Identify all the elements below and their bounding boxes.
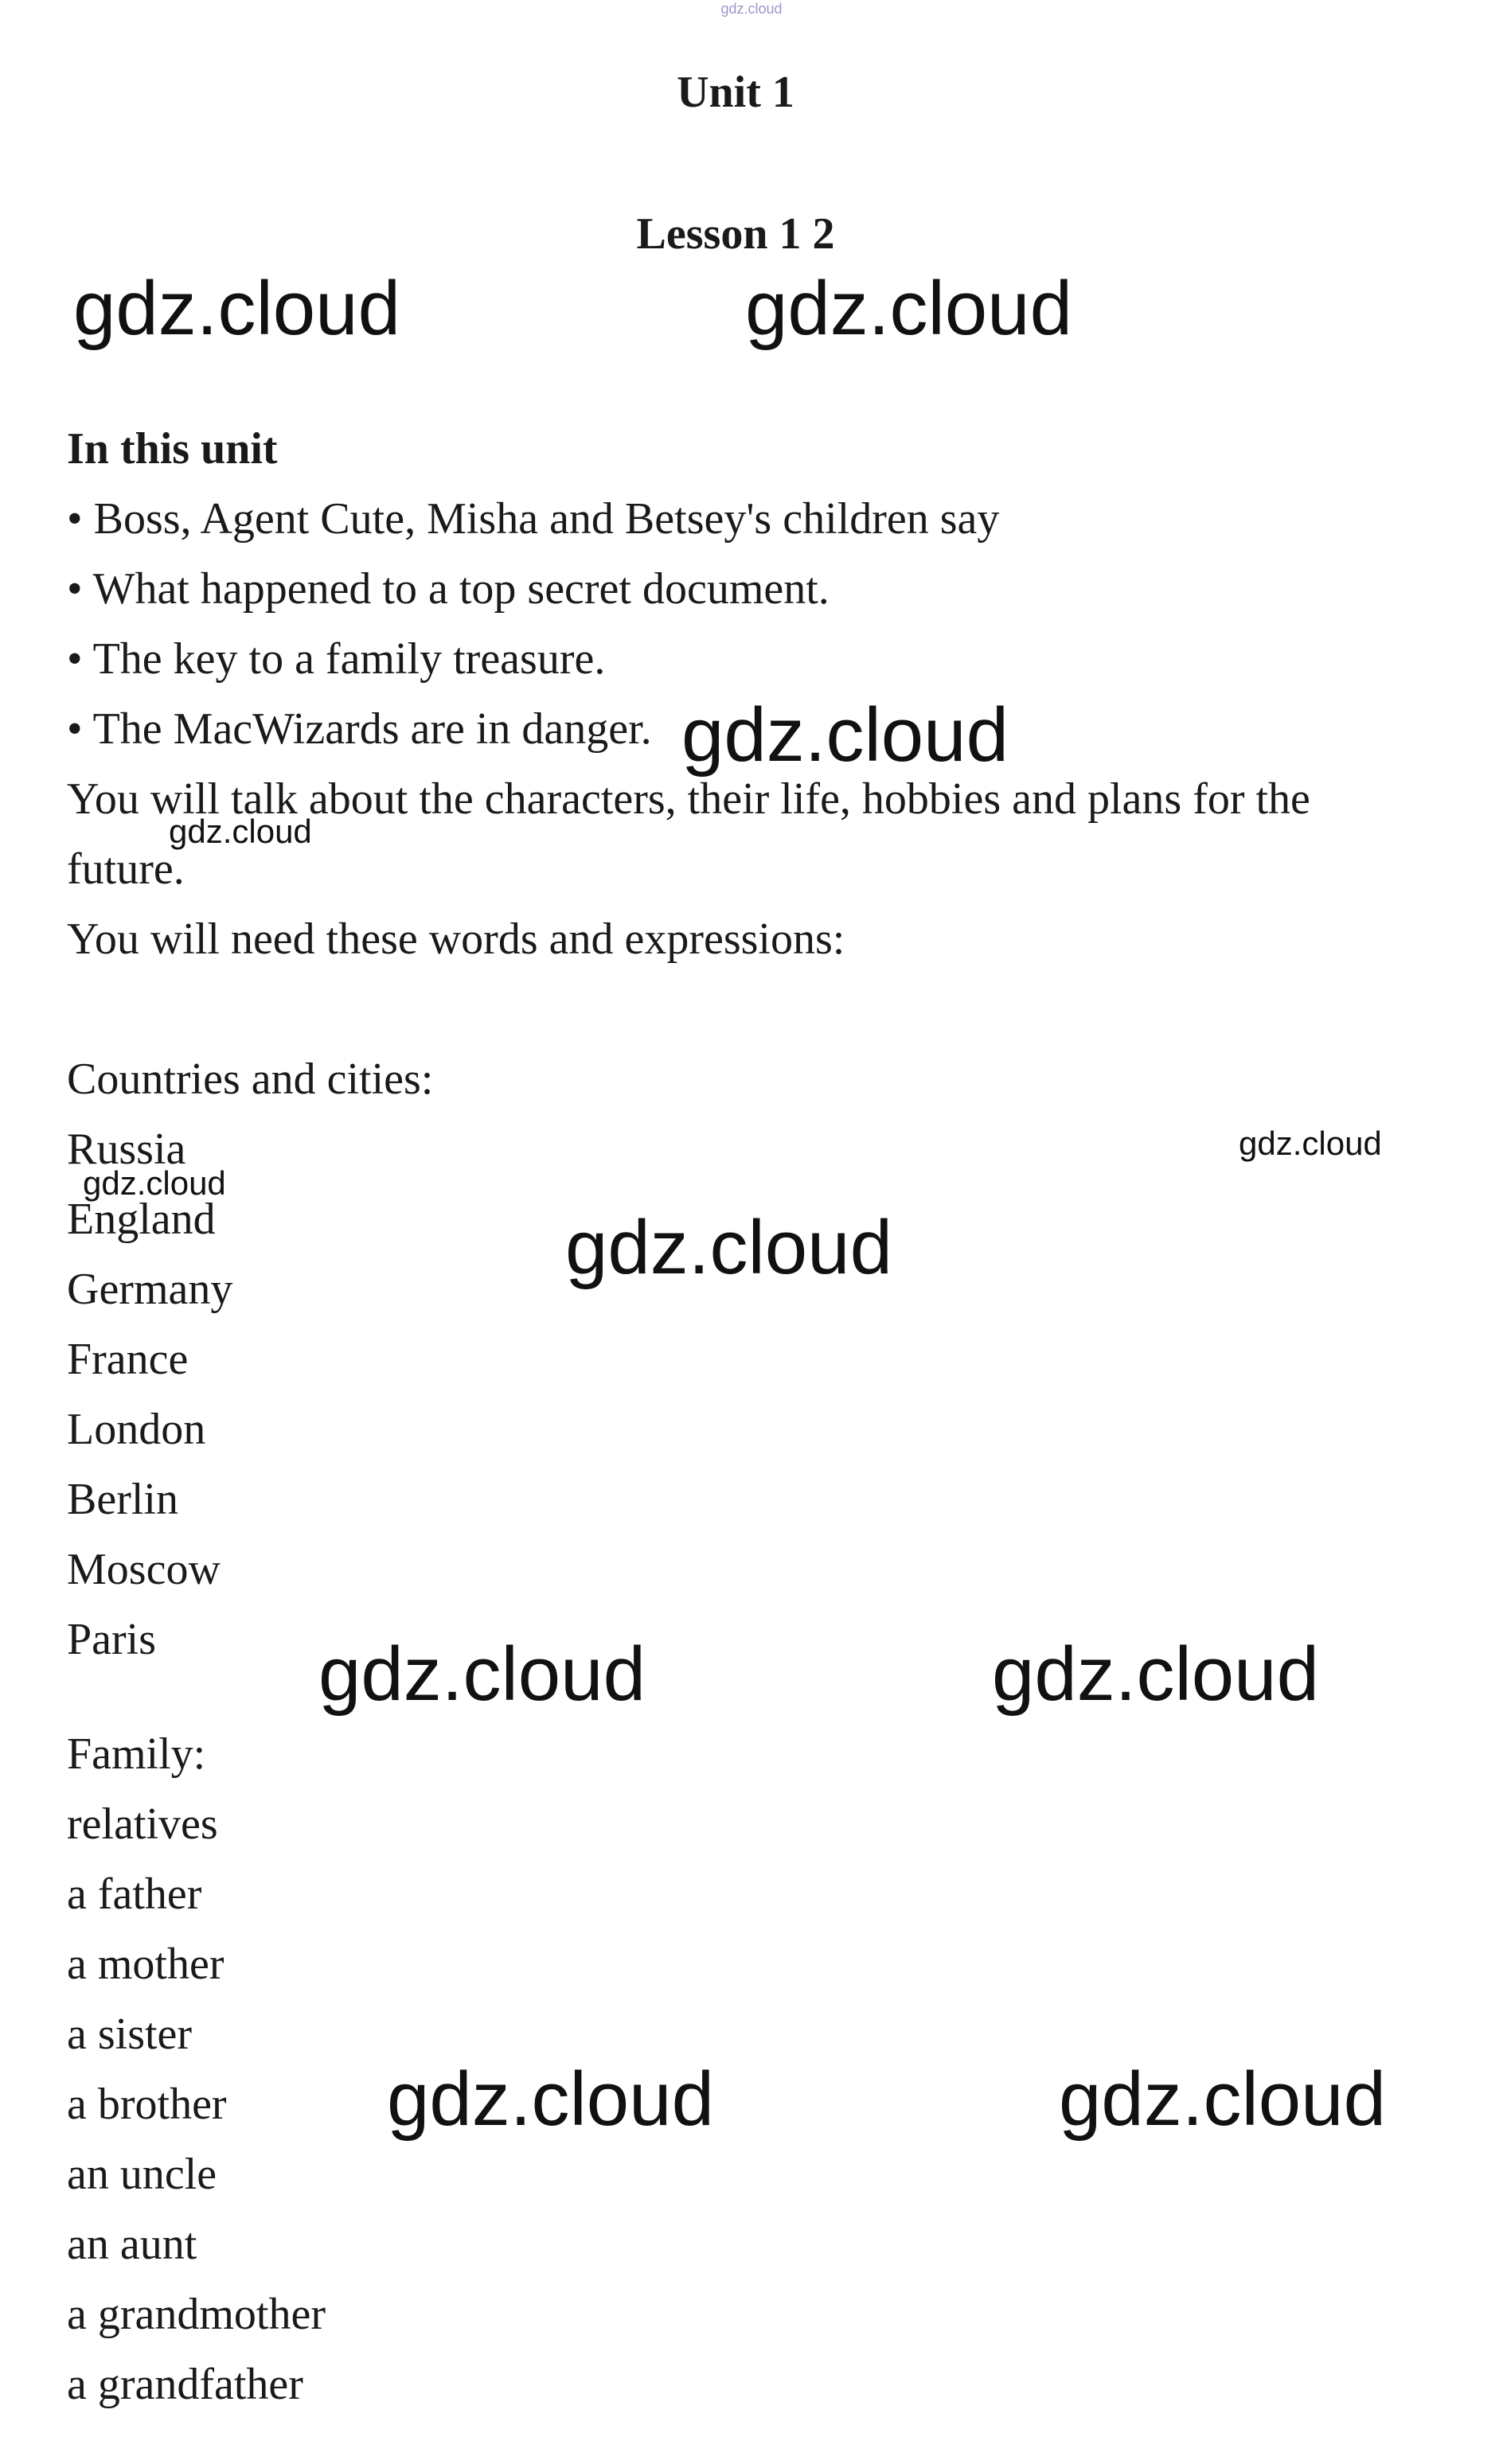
watermark: gdz.cloud <box>681 692 1009 778</box>
family-heading: Family: <box>67 1729 206 1779</box>
watermark: gdz.cloud <box>318 1632 646 1717</box>
intro-heading: In this unit <box>67 424 278 474</box>
family-item: a grandfather <box>67 2360 303 2409</box>
country-item: Russia <box>67 1125 186 1174</box>
watermark: gdz.cloud <box>565 1205 892 1290</box>
family-item: a brother <box>67 2080 227 2129</box>
intro-bullet: • The key to a family treasure. <box>67 634 606 684</box>
family-item: an aunt <box>67 2220 197 2269</box>
lesson-title: Lesson 1 2 <box>636 209 835 259</box>
country-item: Paris <box>67 1615 156 1664</box>
talk-paragraph: You will talk about the characters, their life, hobbies and plans for the future. <box>67 774 1310 894</box>
country-item: Berlin <box>67 1475 178 1524</box>
need-paragraph: You will need these words and expressions: <box>67 914 845 964</box>
watermark: gdz.cloud <box>1239 1125 1382 1162</box>
watermark: gdz.cloud <box>992 1632 1319 1717</box>
country-item: Germany <box>67 1265 233 1314</box>
watermark: gdz.cloud <box>1059 2057 1386 2142</box>
family-item: relatives <box>67 1799 218 1849</box>
intro-bullet: • What happened to a top secret document. <box>67 564 830 614</box>
intro-bullet: • Boss, Agent Cute, Misha and Betsey's children say <box>67 494 1000 544</box>
family-item: a father <box>67 1869 202 1919</box>
family-item: an uncle <box>67 2150 217 2199</box>
family-item: a sister <box>67 2010 193 2059</box>
country-item: England <box>67 1195 216 1244</box>
watermark: gdz.cloud <box>169 813 312 850</box>
country-item: London <box>67 1405 206 1454</box>
spacer <box>67 974 1420 1044</box>
country-item: Moscow <box>67 1545 221 1594</box>
unit-title: Unit 1 <box>677 68 794 117</box>
watermark: gdz.cloud <box>387 2057 714 2142</box>
country-item: France <box>67 1335 189 1384</box>
family-item: a grandmother <box>67 2290 326 2339</box>
watermark: gdz.cloud <box>73 266 400 351</box>
watermark: gdz.cloud <box>83 1164 226 1202</box>
watermark: gdz.cloud <box>745 266 1072 351</box>
countries-heading: Countries and cities: <box>67 1055 434 1104</box>
intro-bullet: • The MacWizards are in danger. <box>67 704 652 754</box>
family-item: a mother <box>67 1940 224 1989</box>
top-watermark: gdz.cloud <box>720 1 783 17</box>
